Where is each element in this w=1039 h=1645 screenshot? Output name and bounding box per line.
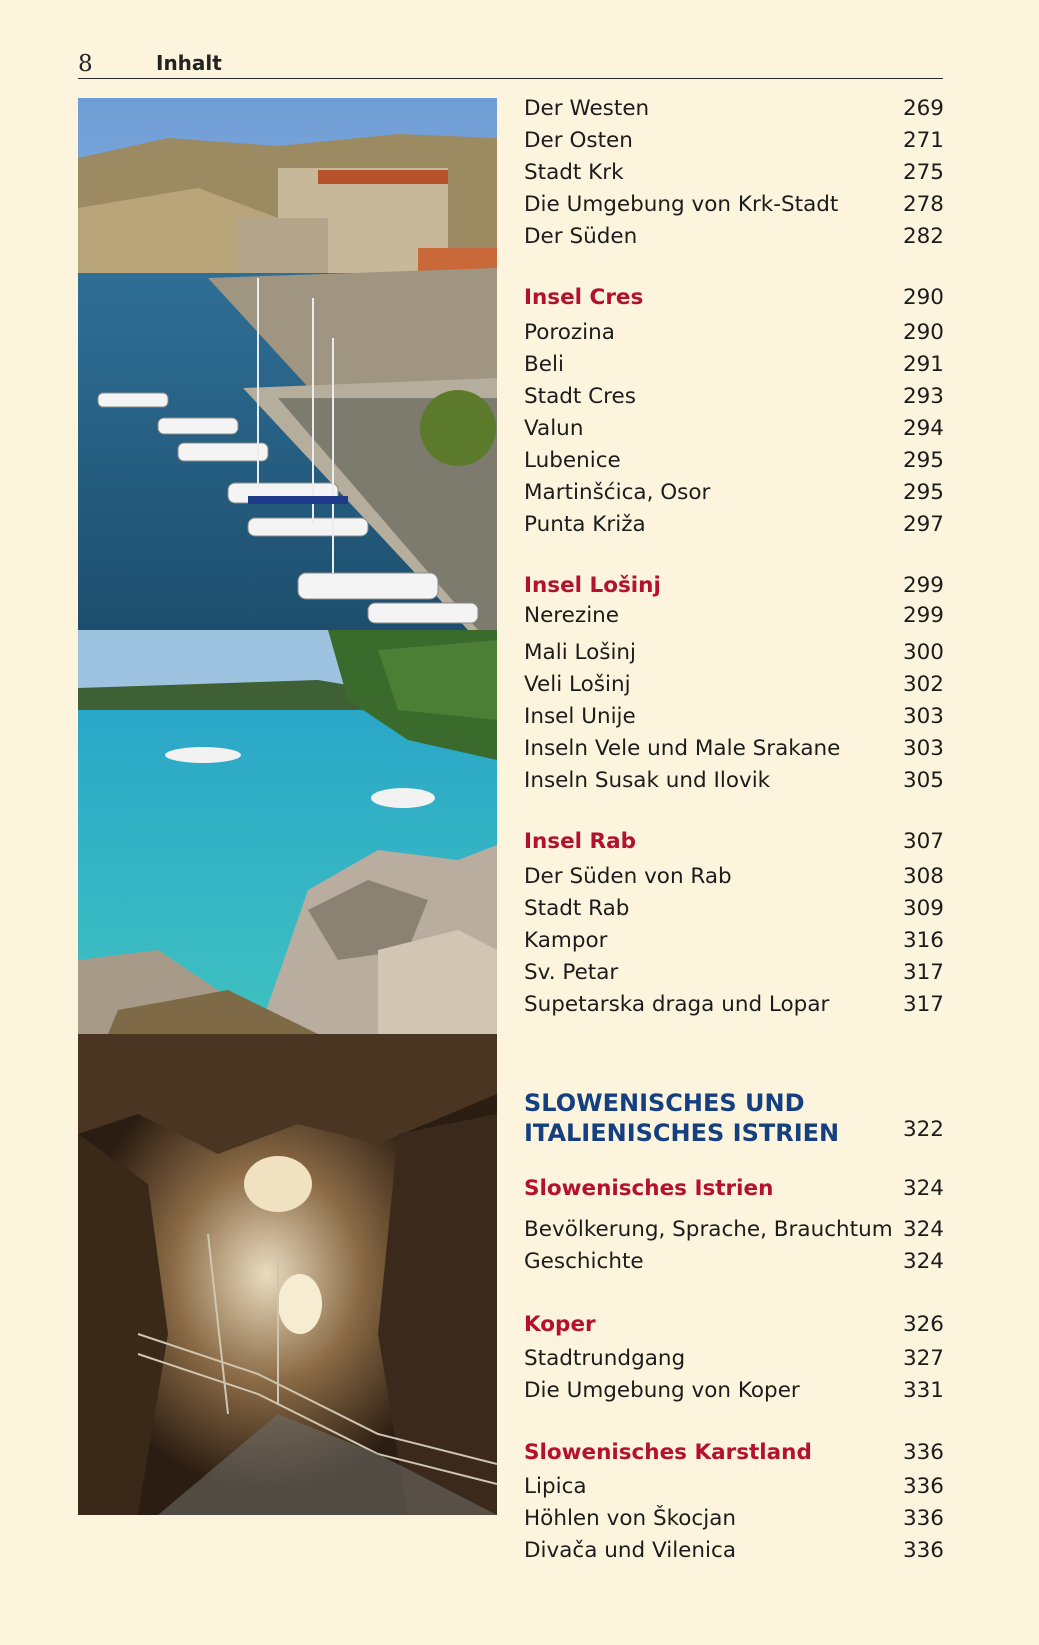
entry-page: 291 [902,352,944,377]
section-page: 326 [902,1312,944,1337]
toc-entry[interactable] [524,1376,944,1406]
entry-page: 336 [902,1506,944,1531]
toc-entry[interactable] [524,601,944,631]
entry-page: 303 [902,736,944,761]
toc-entry[interactable] [524,414,944,444]
entry-page: 278 [902,192,944,217]
header-title: Inhalt [156,51,222,75]
entry-label: Divača und Vilenica [524,1538,736,1563]
entry-page: 331 [902,1378,944,1403]
entry-page: 269 [902,96,944,121]
entry-label: Geschichte [524,1249,644,1274]
toc-entry[interactable] [524,894,944,924]
entry-label: Der Süden von Rab [524,864,732,889]
toc-entry[interactable] [524,1344,944,1374]
entry-page: 282 [902,224,944,249]
entry-label: Der Osten [524,128,633,153]
region-page: 322 [902,1117,944,1142]
page-header [78,48,943,79]
entry-label: Die Umgebung von Koper [524,1378,800,1403]
section-page: 299 [902,573,944,598]
section-label: Slowenisches Karstland [524,1440,812,1465]
entry-page: 297 [902,512,944,537]
region-label-line2: ITALIENISCHES ISTRIEN [524,1119,840,1147]
entry-page: 295 [902,448,944,473]
toc-entry[interactable] [524,478,944,508]
toc-entry[interactable] [524,638,944,668]
toc-entry[interactable] [524,766,944,796]
entry-page: 324 [902,1217,944,1242]
entry-label: Der Westen [524,96,650,121]
entry-label: Der Süden [524,224,638,249]
entry-page: 271 [902,128,944,153]
entry-page: 309 [902,896,944,921]
entry-label: Kampor [524,928,608,953]
section-label: Slowenisches Istrien [524,1176,774,1201]
toc-entry[interactable] [524,382,944,412]
page-number: 8 [78,51,93,77]
harbour-photo [78,98,497,630]
entry-page: 275 [902,160,944,185]
entry-label: Stadt Krk [524,160,624,185]
entry-label: Sv. Petar [524,960,619,985]
toc-entry[interactable] [524,702,944,732]
toc-entry[interactable] [524,670,944,700]
toc-entry[interactable] [524,158,944,188]
entry-label: Beli [524,352,564,377]
entry-page: 290 [902,320,944,345]
entry-page: 303 [902,704,944,729]
entry-page: 308 [902,864,944,889]
entry-label: Die Umgebung von Krk-Stadt [524,192,839,217]
entry-page: 317 [902,992,944,1017]
entry-label: Valun [524,416,584,441]
toc-entry[interactable] [524,94,944,124]
toc-entry[interactable] [524,862,944,892]
toc-entry[interactable] [524,734,944,764]
toc-entry[interactable] [524,126,944,156]
entry-label: Lubenice [524,448,621,473]
entry-page: 317 [902,960,944,985]
toc-section-heading[interactable] [524,1438,944,1468]
toc-entry[interactable] [524,1536,944,1566]
region-label-line1: SLOWENISCHES UND [524,1089,805,1117]
toc-entry[interactable] [524,318,944,348]
toc-entry[interactable] [524,510,944,540]
entry-label: Höhlen von Škocjan [524,1506,737,1531]
entry-page: 336 [902,1538,944,1563]
entry-page: 316 [902,928,944,953]
section-page: 307 [902,829,944,854]
entry-label: Insel Unije [524,704,636,729]
toc-entry[interactable] [524,350,944,380]
bay-photo [78,630,497,1034]
entry-label: Nerezine [524,603,620,628]
toc-section-heading[interactable] [524,827,944,857]
toc-region-heading[interactable] [524,1088,944,1152]
photo-column [78,98,497,1561]
section-page: 336 [902,1440,944,1465]
entry-label: Inseln Vele und Male Srakane [524,736,841,761]
entry-page: 300 [902,640,944,665]
entry-page: 327 [902,1346,944,1371]
section-page: 324 [902,1176,944,1201]
entry-page: 336 [902,1474,944,1499]
entry-label: Veli Lošinj [524,672,631,697]
toc-entry[interactable] [524,446,944,476]
toc-section-heading[interactable] [524,1310,944,1340]
section-label: Koper [524,1312,596,1337]
entry-label: Stadt Cres [524,384,636,409]
entry-label: Stadt Rab [524,896,630,921]
entry-label: Porozina [524,320,615,345]
cave-photo [78,1034,497,1515]
section-label: Insel Rab [524,829,636,854]
toc-section-heading[interactable] [524,283,944,313]
entry-page: 324 [902,1249,944,1274]
entry-page: 299 [902,603,944,628]
toc-entry[interactable] [524,958,944,988]
entry-page: 293 [902,384,944,409]
section-label: Insel Cres [524,285,644,310]
toc-entry[interactable] [524,190,944,220]
section-page: 290 [902,285,944,310]
entry-label: Bevölkerung, Sprache, Brauchtum [524,1217,893,1242]
entry-label: Martinšćica, Osor [524,480,711,505]
toc-entry[interactable] [524,1247,944,1277]
entry-page: 294 [902,416,944,441]
toc-entry[interactable] [524,1472,944,1502]
entry-label: Supetarska draga und Lopar [524,992,830,1017]
entry-label: Lipica [524,1474,587,1499]
toc-section-heading[interactable] [524,1174,944,1204]
entry-label: Stadtrundgang [524,1346,686,1371]
entry-label: Mali Lošinj [524,640,637,665]
entry-label: Inseln Susak und Ilovik [524,768,771,793]
toc-section-heading[interactable] [524,571,944,601]
toc-entry[interactable] [524,1504,944,1534]
entry-page: 305 [902,768,944,793]
toc-entry[interactable] [524,1215,944,1245]
toc-entry[interactable] [524,222,944,252]
entry-page: 302 [902,672,944,697]
section-label: Insel Lošinj [524,573,661,598]
entry-page: 295 [902,480,944,505]
toc-entry[interactable] [524,990,944,1020]
toc-entry[interactable] [524,926,944,956]
entry-label: Punta Križa [524,512,646,537]
